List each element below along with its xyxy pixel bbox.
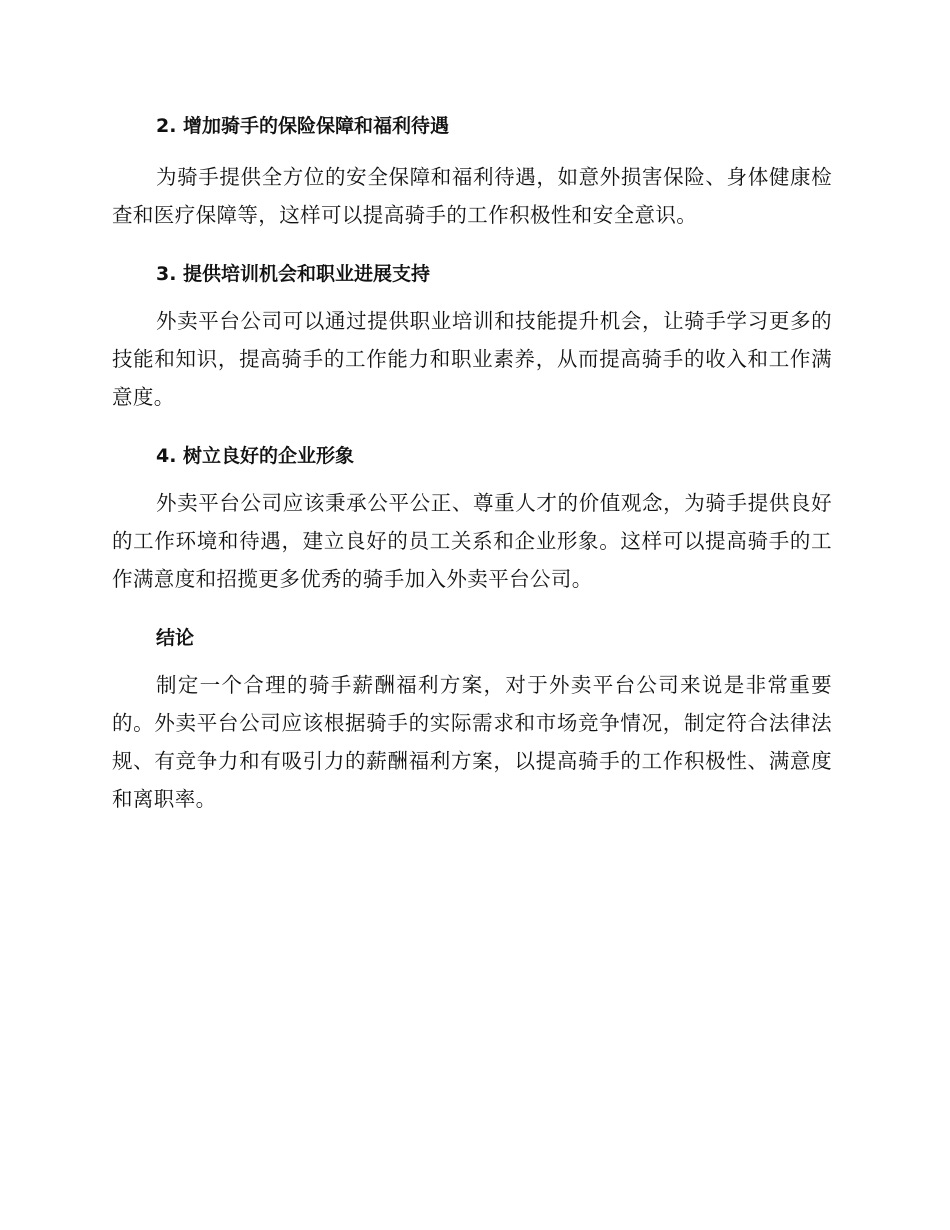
section-paragraph-training: 外卖平台公司可以通过提供职业培训和技能提升机会，让骑手学习更多的技能和知识，提高骑手的工作能力和职业素养，从而提高骑手的收入和工作满意度。 bbox=[112, 309, 832, 409]
section-heading-corporate-image: 4. 树立良好的企业形象 bbox=[156, 445, 355, 467]
section-heading-training: 3. 提供培训机会和职业进展支持 bbox=[156, 263, 431, 285]
document-page bbox=[112, 106, 832, 838]
section-paragraph-insurance: 为骑手提供全方位的安全保障和福利待遇，如意外损害保险、身体健康检查和医疗保障等，这样可以提高骑手的工作积极性和安全意识。 bbox=[112, 165, 832, 227]
section-heading-insurance: 2. 增加骑手的保险保障和福利待遇 bbox=[156, 115, 450, 137]
section-paragraph-corporate-image: 外卖平台公司应该秉承公平公正、尊重人才的价值观念，为骑手提供良好的工作环境和待遇，建立良好的员工关系和企业形象。这样可以提高骑手的工作满意度和招揽更多优秀的骑手加入外卖平台公司。 bbox=[112, 491, 832, 591]
section-heading-conclusion: 结论 bbox=[156, 627, 195, 649]
section-paragraph-conclusion: 制定一个合理的骑手薪酬福利方案，对于外卖平台公司来说是非常重要的。外卖平台公司应该根据骑手的实际需求和市场竞争情况，制定符合法律法规、有竞争力和有吸引力的薪酬福利方案，以提高骑手的工作积极性、满意度和离职率。 bbox=[112, 673, 832, 811]
